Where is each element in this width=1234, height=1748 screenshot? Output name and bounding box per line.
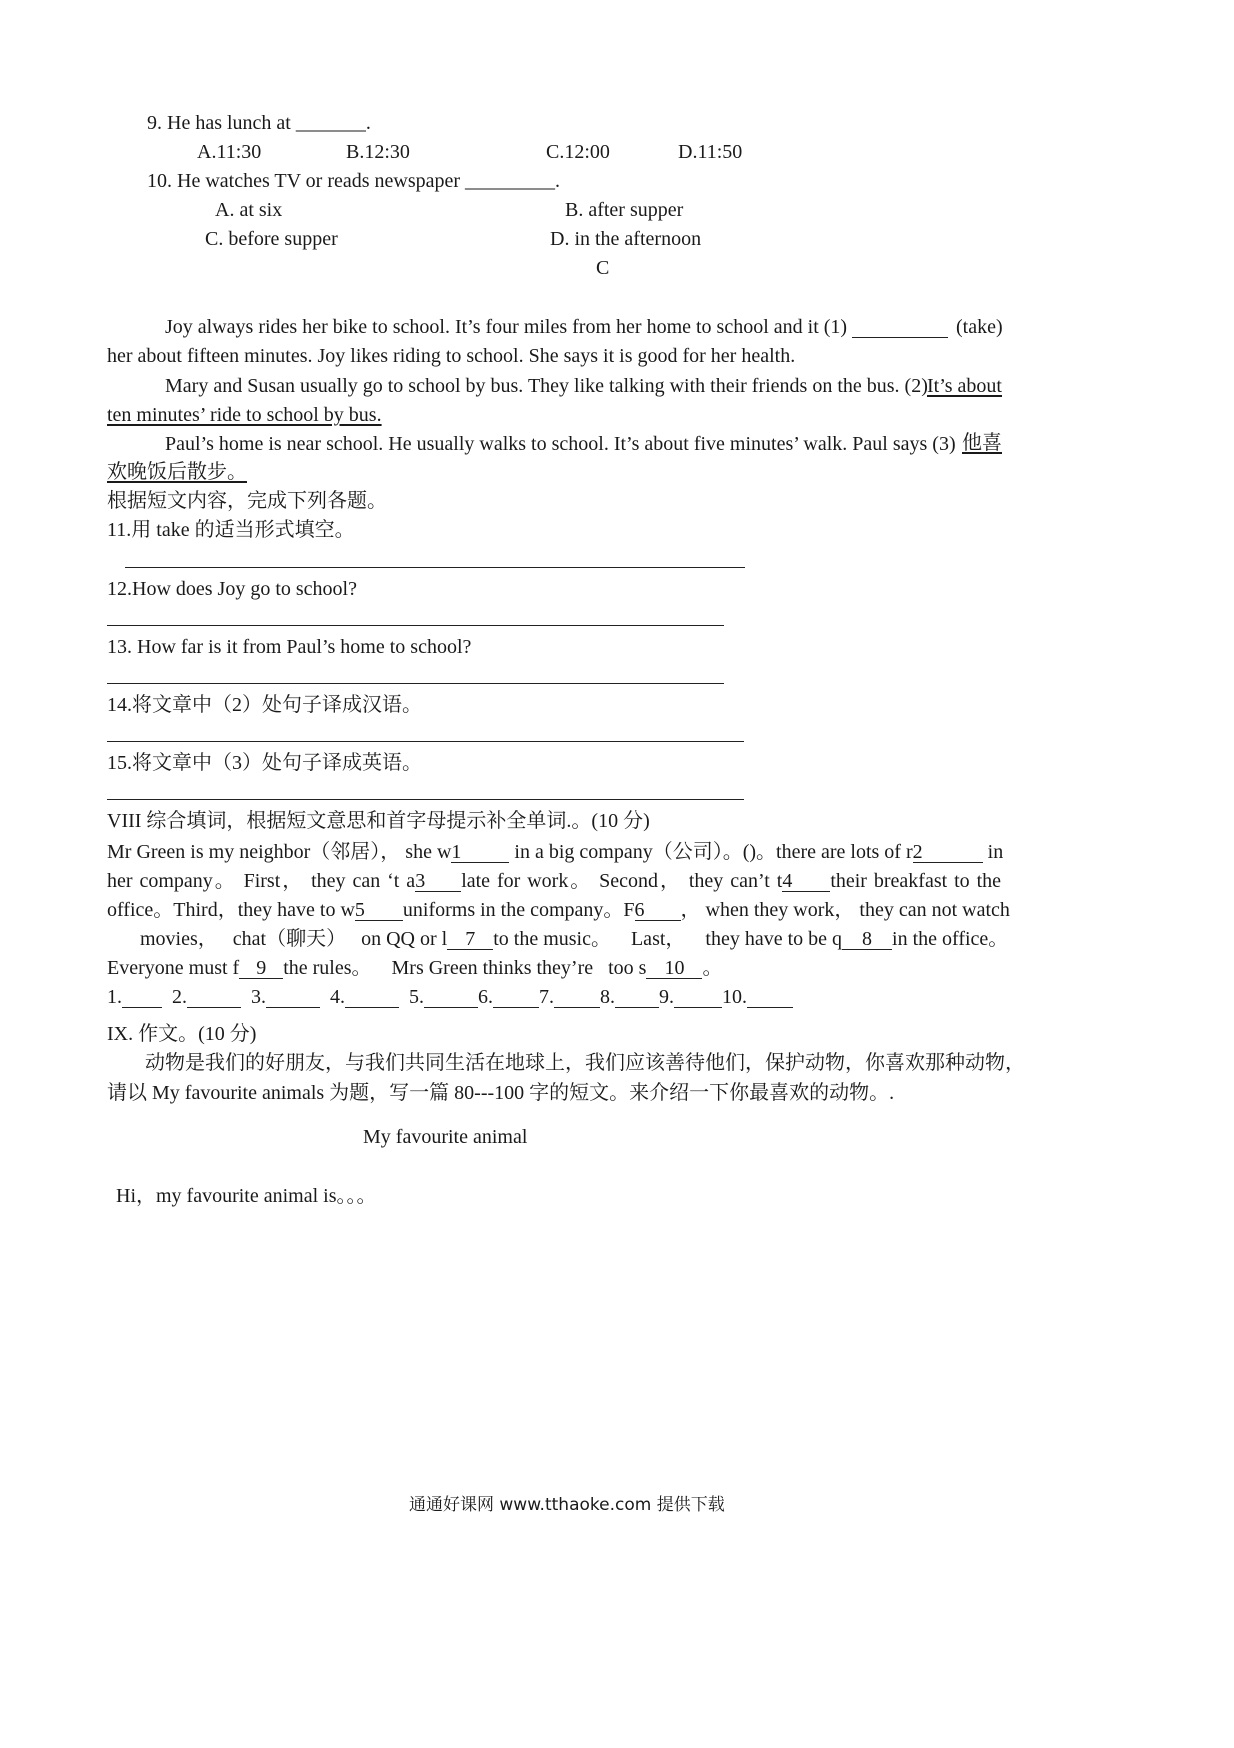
section-8-line-5: Everyone must f 9 the rules。 Mrs Green thinks they’re too s 10 。 xyxy=(107,957,723,979)
q10-option-a: A. at six xyxy=(215,199,283,221)
passage-blank-1 xyxy=(852,317,948,338)
answer-slot-1[interactable] xyxy=(122,987,162,1008)
question-13: 13. How far is it from Paul’s home to school? xyxy=(107,636,472,658)
section-8-line-1: Mr Green is my neighbor（邻居）， she w1 in a big company（公司）。()。there are lots of r2 in xyxy=(107,841,1004,863)
cloze-blank-5: 5 xyxy=(355,900,403,921)
q10-answer-mark: C xyxy=(596,257,610,279)
answer-line-12 xyxy=(107,625,724,626)
passage-sentence-3-end: 欢晚饭后散步。 xyxy=(107,461,247,483)
answer-slot-5[interactable] xyxy=(424,987,478,1008)
passage-sentence-3-start: 他喜 xyxy=(962,432,1002,454)
passage-take-hint: (take) xyxy=(956,316,1003,338)
passage-p1-line1: Joy always rides her bike to school. It’s four miles from her home to school and it (1) xyxy=(165,317,948,338)
section-8-answer-row: 1. 2. 3. 4. 5. 6. 7. 8. 9. 10. xyxy=(107,987,793,1008)
q10-option-b: B. after supper xyxy=(565,199,684,221)
cloze-blank-9: 9 xyxy=(239,958,283,979)
answer-slot-4[interactable] xyxy=(345,987,399,1008)
cloze-blank-7: 7 xyxy=(447,929,493,950)
answer-slot-8[interactable] xyxy=(615,987,659,1008)
answer-line-11 xyxy=(125,567,745,568)
answer-slot-2[interactable] xyxy=(187,987,241,1008)
cloze-blank-6: 6 xyxy=(635,900,681,921)
answer-slot-10[interactable] xyxy=(747,987,793,1008)
q9-option-b: B.12:30 xyxy=(346,141,410,163)
section-8-line-3: office。Third，they have to w5 uniforms in the company。F6 ， when they work， they can not watch xyxy=(107,899,1010,921)
section-9-prompt-line-2: 请以 My favourite animals 为题，写一篇 80---100 字的短文。来介绍一下你最喜欢的动物。. xyxy=(107,1082,895,1104)
question-12: 12.How does Joy go to school? xyxy=(107,578,357,600)
q9-option-d: D.11:50 xyxy=(678,141,743,163)
instructions: 根据短文内容，完成下列各题。 xyxy=(107,490,387,512)
cloze-blank-3: 3 xyxy=(415,871,461,892)
page-footer: 通通好课网 www.tthaoke.com 提供下载 xyxy=(409,1495,725,1515)
answer-slot-9[interactable] xyxy=(674,987,722,1008)
answer-line-15 xyxy=(107,799,744,800)
section-9-heading: IX. 作文。(10 分) xyxy=(107,1023,257,1045)
q9-option-c: C.12:00 xyxy=(546,141,610,163)
cloze-blank-4: 4 xyxy=(782,871,830,892)
q9-stem: 9. He has lunch at _______. xyxy=(147,112,371,134)
question-11: 11.用 take 的适当形式填空。 xyxy=(107,519,355,541)
q9-option-a: A.11:30 xyxy=(197,141,262,163)
essay-opening: Hi，my favourite animal is。。。 xyxy=(116,1185,377,1207)
answer-line-13 xyxy=(107,683,724,684)
q10-option-c: C. before supper xyxy=(205,228,338,250)
section-8-heading: VIII 综合填词，根据短文意思和首字母提示补全单词.。(10 分) xyxy=(107,810,650,832)
q10-option-d: D. in the afternoon xyxy=(550,228,702,250)
passage-p3-line1: Paul’s home is near school. He usually walks to school. It’s about five minutes’ walk. Paul says (3) xyxy=(165,433,956,455)
cloze-blank-2: 2 xyxy=(913,842,983,863)
q10-stem: 10. He watches TV or reads newspaper _________. xyxy=(147,170,561,192)
cloze-blank-1: 1 xyxy=(451,842,509,863)
passage-sentence-2-end: ten minutes’ ride to school by bus. xyxy=(107,404,382,426)
section-9-prompt-line-1: 动物是我们的好朋友，与我们共同生活在地球上，我们应该善待他们，保护动物，你喜欢那种动物， xyxy=(145,1052,1025,1074)
cloze-blank-10: 10 xyxy=(646,958,702,979)
answer-slot-3[interactable] xyxy=(266,987,320,1008)
cloze-blank-8: 8 xyxy=(842,929,892,950)
passage-p2-line1: Mary and Susan usually go to school by bus. They like talking with their friends on the bus. (2) xyxy=(165,375,928,397)
essay-title: My favourite animal xyxy=(363,1126,528,1148)
answer-line-14 xyxy=(107,741,744,742)
passage-p1-line2: her about fifteen minutes. Joy likes riding to school. She says it is good for her health. xyxy=(107,345,796,367)
answer-slot-7[interactable] xyxy=(554,987,600,1008)
question-15: 15.将文章中（3）处句子译成英语。 xyxy=(107,752,422,774)
answer-slot-6[interactable] xyxy=(493,987,539,1008)
passage-sentence-2-start: It’s about xyxy=(927,375,1002,397)
question-14: 14.将文章中（2）处句子译成汉语。 xyxy=(107,694,422,716)
section-8-line-4: movies， chat（聊天） on QQ or l 7 to the music。 Last， they have to be q 8 in the office。 xyxy=(140,928,1009,950)
section-8-line-2: her company。 First， they can ‘t a3 late for work。 Second， they can’t t4 their breakfast to the xyxy=(107,870,1002,892)
